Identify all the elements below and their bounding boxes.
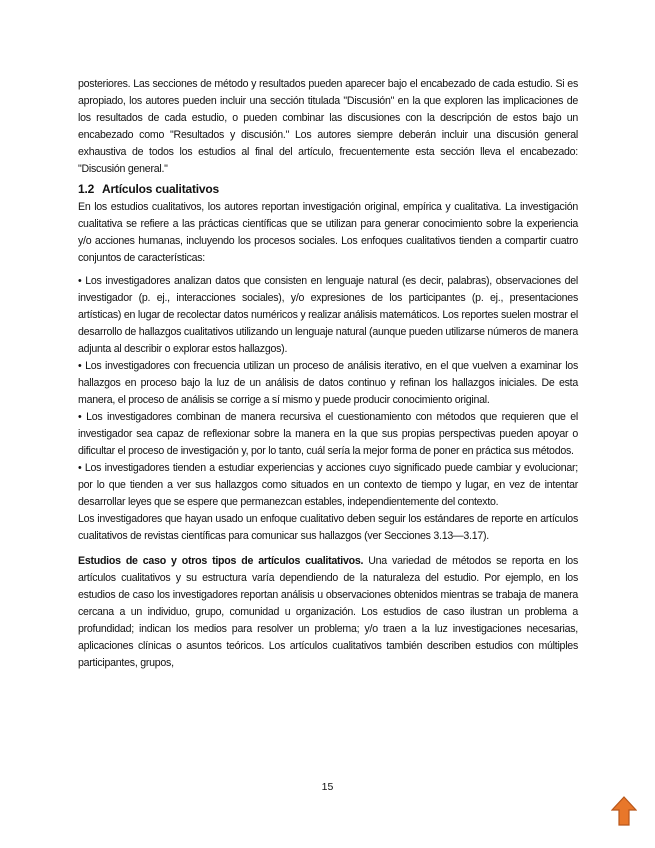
document-page bbox=[78, 76, 578, 672]
case-studies-body: Una variedad de métodos se reporta en los artículos cualitativos y su estructura varía dependiendo de la naturaleza del estudio. Por ejemplo, en los estudios de caso los investigadores reportan análisis u observaciones obtenidos mientras se trabaja de manera cercana a un individuo, grupo, comunidad u organización. Los estudios de caso ilustran un problema a profundidad; indican los medios para resolver un problema; y/o traen a la luz investigaciones necesarias, aplicaciones clínicas o asuntos teóricos. Los artículos cualitativos también describen estudios con múltiples participantes, grupos, bbox=[78, 555, 578, 669]
bullet-iterative-analysis: • Los investigadores con frecuencia utilizan un proceso de análisis iterativo, en el que vuelven a examinar los hallazgos en proceso bajo la luz de un análisis de datos continuo y refinan los hallazgos iniciales. De esta manera, el proceso de análisis se corrige a sí mismo y puede producir conocimiento original. bbox=[78, 360, 578, 406]
section-title: Artículos cualitativos bbox=[102, 182, 219, 196]
paragraph-reporting-standards: Los investigadores que hayan usado un enfoque cualitativo deben seguir los estándares de reporte en artículos cualitativos de revistas científicas para comunicar sus hallazgos (ver Secciones 3.13—3.17). bbox=[78, 513, 578, 542]
section-heading bbox=[78, 181, 578, 198]
paragraph-intro-continuation: posteriores. Las secciones de método y resultados pueden aparecer bajo el encabezado de cada estudio. Si es apropiado, los autores pueden incluir una sección titulada "Discusión" en la que exploren las implicaciones de los resultados de cada estudio, o pueden combinar las discusiones con la descripción de estos bajo un encabezado como "Resultados y discusión." Los autores siempre deberán incluir una discusión general exhaustiva de todos los estudios al final del artículo, frecuentemente esta sección lleva el encabezado: "Discusión general." bbox=[78, 78, 578, 175]
section-number: 1.2 bbox=[78, 182, 95, 196]
bullet-contextual-meaning: • Los investigadores tienden a estudiar experiencias y acciones cuyo significado puede cambiar y evolucionar; por lo que tienden a ver sus hallazgos como situados en un contexto de tiempo y lugar, en vez de intentar desarrollar leyes que se espere que permanezcan estables, independientemente del contexto. bbox=[78, 462, 578, 508]
bullet-reflexivity: • Los investigadores combinan de manera recursiva el cuestionamiento con métodos que requieren que el investigador sea capaz de reflexionar sobre la manera en la que sus propias perspectivas pueden apoyar o dificultar el proceso de investigación y, por lo tanto, cuál sería la mejor forma de poner en práctica sus métodos. bbox=[78, 411, 578, 457]
page-number: 15 bbox=[321, 781, 334, 793]
up-arrow-icon[interactable] bbox=[611, 796, 637, 826]
paragraph-case-studies bbox=[78, 553, 578, 672]
bullet-natural-language: • Los investigadores analizan datos que consisten en lenguaje natural (es decir, palabras), observaciones del investigador (p. ej., interacciones sociales), y/o expresiones de los participantes (p. ej., presentaciones artísticas) en lugar de recolectar datos numéricos y realizar análisis matemáticos. Los reportes suelen mostrar el desarrollo de hallazgos cualitativos utilizando un lenguaje natural (aunque pueden utilizarse números de manera adjunta al describir o explorar estos hallazgos). bbox=[78, 275, 578, 355]
case-studies-run-in-heading: Estudios de caso y otros tipos de artículos cualitativos. bbox=[78, 555, 364, 567]
up-arrow-shape bbox=[612, 797, 636, 825]
paragraph-qualitative-intro: En los estudios cualitativos, los autores reportan investigación original, empírica y cualitativa. La investigación cualitativa se refiere a las prácticas científicas que se utilizan para generar conocimiento sobre la experiencia y/o acciones humanas, incluyendo los procesos sociales. Los enfoques cualitativos tienden a compartir cuatro conjuntos de características: bbox=[78, 201, 578, 264]
